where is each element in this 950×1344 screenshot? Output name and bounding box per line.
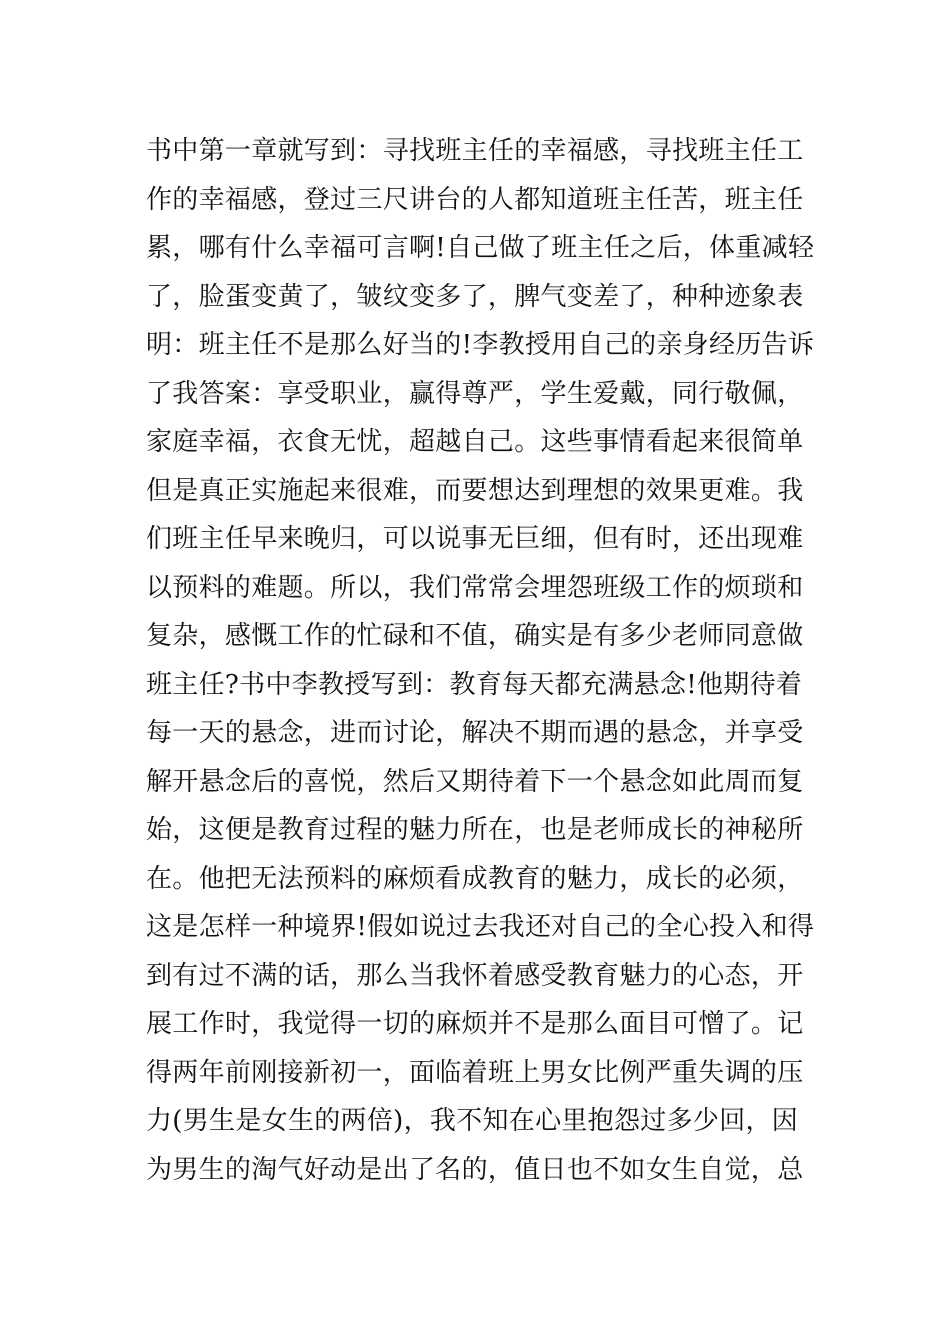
text-line: 力(男生是女生的两倍)，我不知在心里抱怨过多少回，因 bbox=[146, 1106, 799, 1136]
text-line: 始，这便是教育过程的魅力所在，也是老师成长的神秘所 bbox=[146, 815, 804, 845]
text-line: 展工作时，我觉得一切的麻烦并不是那么面目可憎了。记 bbox=[146, 1009, 804, 1039]
text-line: 们班主任早来晚归，可以说事无巨细，但有时，还出现难 bbox=[146, 524, 804, 554]
text-line: 解开悬念后的喜悦，然后又期待着下一个悬念如此周而复 bbox=[146, 766, 804, 797]
text-line: 了我答案：享受职业，赢得尊严，学生爱戴，同行敬佩， bbox=[146, 378, 804, 409]
text-line: 家庭幸福，衣食无忧，超越自己。这些事情看起来很简单 bbox=[146, 427, 804, 457]
body-paragraph bbox=[146, 127, 816, 1194]
text-line: 为男生的淘气好动是出了名的，值日也不如女生自觉，总 bbox=[146, 1154, 804, 1185]
text-line: 以预料的难题。所以，我们常常会埋怨班级工作的烦琐和 bbox=[146, 572, 804, 603]
text-line: 复杂，感慨工作的忙碌和不值，确实是有多少老师同意做 bbox=[146, 621, 804, 651]
text-line: 得两年前刚接新初一，面临着班上男女比例严重失调的压 bbox=[146, 1057, 804, 1088]
text-line: 作的幸福感，登过三尺讲台的人都知道班主任苦，班主任 bbox=[146, 184, 804, 215]
text-line: 累，哪有什么幸福可言啊!自己做了班主任之后，体重减轻 bbox=[146, 233, 815, 263]
text-line: 班主任?书中李教授写到：教育每天都充满悬念!他期待着 bbox=[146, 669, 803, 700]
text-line: 书中第一章就写到：寻找班主任的幸福感，寻找班主任工 bbox=[146, 136, 804, 166]
text-line: 每一天的悬念，进而讨论，解决不期而遇的悬念，并享受 bbox=[146, 718, 804, 748]
text-line: 但是真正实施起来很难，而要想达到理想的效果更难。我 bbox=[146, 475, 804, 506]
text-line: 明：班主任不是那么好当的!李教授用自己的亲身经历告诉 bbox=[146, 330, 815, 360]
text-line: 这是怎样一种境界!假如说过去我还对自己的全心投入和得 bbox=[146, 912, 815, 942]
text-line: 在。他把无法预料的麻烦看成教育的魅力，成长的必须， bbox=[146, 863, 804, 894]
text-line: 到有过不满的话，那么当我怀着感受教育魅力的心态，开 bbox=[146, 960, 804, 991]
text-line: 了，脸蛋变黄了，皱纹变多了，脾气变差了，种种迹象表 bbox=[146, 281, 804, 312]
